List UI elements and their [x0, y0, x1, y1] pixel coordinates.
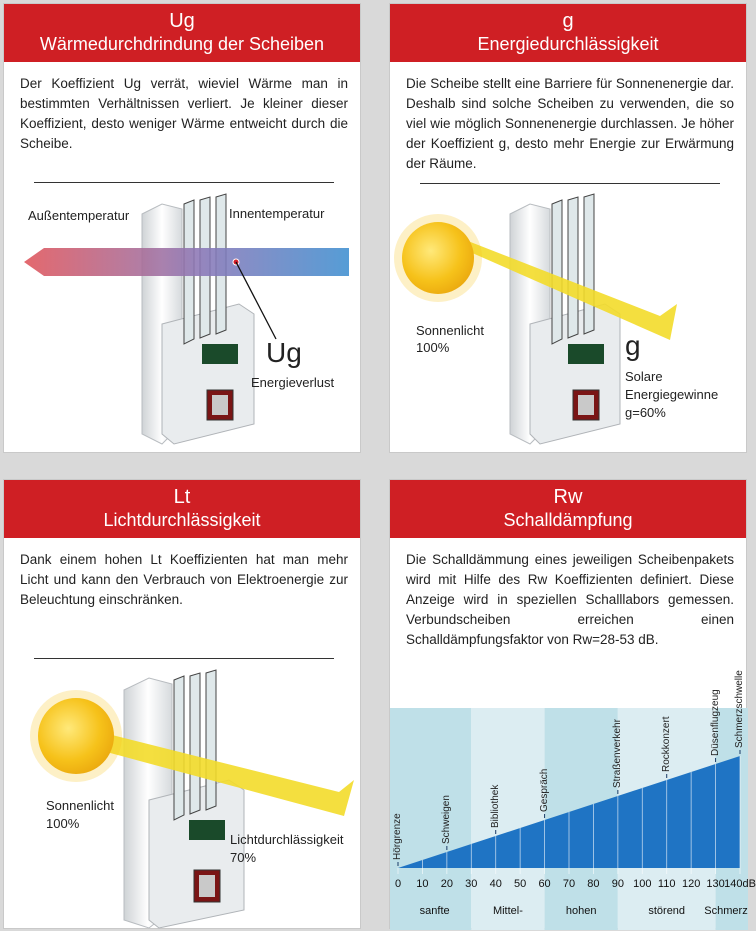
sound-label: Gespräch: [538, 768, 550, 812]
category-label: Schmerz: [704, 905, 748, 917]
panel-title: Energiedurchlässigkeit: [477, 34, 659, 54]
panel-symbol: Lt: [173, 486, 191, 508]
label-sunlight: Sonnenlicht: [46, 798, 114, 813]
panel-description: Die Scheibe stellt eine Barriere für Sonnenenergie dar. Deshalb sind solche Scheiben zu verwenden, die so viel wie möglich Sonnenenergie durchlassen. Je höher der Koeffizient g, desto mehr Energie zur Erwärmung der Räume.: [406, 76, 734, 171]
tick-label: 0: [394, 878, 402, 890]
tick-label: 30: [465, 878, 478, 890]
label-inside-temp: Innentemperatur: [229, 206, 325, 221]
label-outside-temp: Außentemperatur: [28, 208, 130, 223]
panel-lt: [3, 479, 361, 929]
panel-symbol: g: [562, 10, 574, 32]
tick-label: 50: [514, 878, 527, 890]
panel-rw: [389, 479, 756, 929]
sound-label: Bibliothek: [489, 784, 501, 828]
category-label: hohen: [565, 905, 597, 917]
panel-title: Lichtdurchlässigkeit: [103, 510, 261, 530]
label-energy-loss: Energieverlust: [251, 375, 335, 390]
tick-label: 100: [633, 878, 652, 890]
label-sunlight-value: 100%: [46, 816, 80, 831]
panel-description: Dank einem hohen Lt Koeffizienten hat man mehr Licht und kann den Verbrauch von Elektroenergie zur Beleuchtung einschränken.: [20, 552, 348, 607]
sound-label: Düsenflugzeug: [709, 689, 721, 756]
label-energy-gain: Energiegewinne: [625, 387, 719, 402]
label-sunlight: Sonnenlicht: [416, 323, 484, 338]
panel-symbol: Rw: [553, 486, 583, 508]
panel-title: Schalldämpfung: [503, 510, 633, 530]
panel-g: [389, 3, 747, 453]
sound-label: Rockkonzert: [660, 716, 672, 772]
tick-label: 60: [538, 878, 551, 890]
sound-label: Straßenverkehr: [611, 719, 623, 788]
category-label: sanfte: [419, 905, 450, 917]
big-symbol: g: [625, 330, 641, 361]
tick-label: 130: [706, 878, 725, 890]
label-solar: Solare: [625, 369, 663, 384]
big-symbol: Ug: [266, 337, 302, 368]
label-g-value: g=60%: [625, 405, 666, 420]
label-light-transmission: Lichtdurchlässigkeit: [230, 832, 344, 847]
sound-label: Schweigen: [440, 795, 452, 844]
tick-label: 10: [416, 878, 429, 890]
label-transmission-value: 70%: [230, 850, 257, 865]
sound-label: Hörgrenze: [392, 813, 403, 860]
window-profile-illustration: [4, 480, 362, 930]
category-label: störend: [648, 905, 686, 917]
tick-label: 40: [489, 878, 502, 890]
panel-header: [390, 480, 746, 538]
tick-label: 90: [611, 878, 624, 890]
tick-label: 70: [562, 878, 576, 890]
panel-title: Wärmedurchdrindung der Scheiben: [39, 34, 325, 54]
tick-label: 80: [587, 878, 600, 890]
panel-description: Die Schalldämmung eines jeweiligen Scheibenpakets wird mit Hilfe des Rw Koeffizienten definiert. Diese Anzeige wird in speziellen Schalllabors gemessen. Verbundscheiben erreichen einen Schalldämpfungsfaktor von Rw=28-53 dB.: [406, 552, 734, 647]
tick-label: 110: [657, 878, 676, 890]
category-label: Mittel-: [492, 905, 523, 917]
tick-label: 120: [681, 878, 701, 890]
tick-label: 20: [440, 878, 453, 890]
sound-label: Schmerzschwelle: [734, 670, 745, 748]
panel-ug: [3, 3, 361, 453]
sound-level-chart: [390, 670, 756, 930]
tick-label: 140dB: [724, 878, 756, 890]
panel-symbol: Ug: [169, 10, 195, 32]
label-sunlight-value: 100%: [416, 340, 450, 355]
category-band: [471, 708, 544, 930]
panel-description: Der Koeffizient Ug verrät, wieviel Wärme man in bestimmten Verhältnissen verliert. Je kleiner dieser Koeffizient, desto weniger Wärme entweicht durch die Scheibe.: [20, 76, 348, 151]
